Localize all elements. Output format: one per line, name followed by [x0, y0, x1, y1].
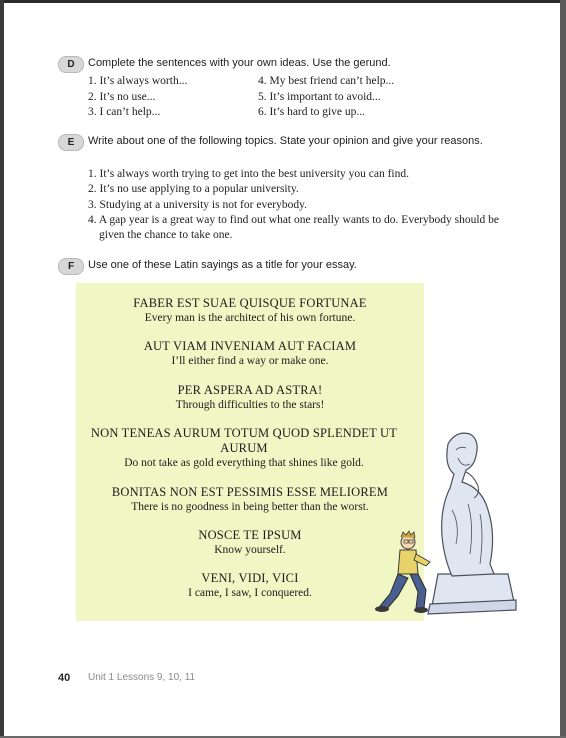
exercise-e-badge: E [58, 134, 84, 151]
saying-3 [76, 383, 424, 413]
saying-latin: VENI, VIDI, VICI [201, 571, 299, 585]
exercise-d-item: 3. I can’t help... [88, 106, 161, 118]
saying-latin: FABER EST SUAE QUISQUE FORTUNAE [133, 296, 367, 310]
exercise-d [58, 56, 508, 120]
saying-4 [84, 426, 404, 471]
exercise-d-item: 2. It’s no use... [88, 91, 156, 103]
footer-unit-lessons: Unit 1 Lessons 9, 10, 11 [88, 672, 196, 683]
exercise-e-item: 3. Studying at a university is not for everybody. [88, 199, 307, 211]
page-frame-right [560, 0, 566, 738]
saying-latin: AUT VIAM INVENIAM AUT FACIAM [143, 339, 357, 353]
page-frame-left [0, 0, 4, 738]
exercise-e [58, 134, 508, 246]
statue-and-student-illustration [370, 424, 520, 620]
exercise-f-badge: F [58, 258, 84, 275]
exercise-e-item: 1. It’s always worth trying to get into the best university you can find. [88, 168, 409, 180]
saying-english: Through difficulties to the stars! [175, 399, 325, 411]
saying-latin: NOSCE TE IPSUM [198, 528, 302, 542]
saying-english: Know yourself. [214, 544, 286, 556]
saying-latin: PER ASPERA AD ASTRA! [177, 383, 323, 397]
exercise-f-instruction: Use one of these Latin sayings as a title for your essay. [88, 259, 357, 271]
exercise-e-item: 4. A gap year is a great way to find out what one really wants to do. Everybody should be given the chance to take one. [88, 214, 500, 241]
saying-latin: NON TENEAS AURUM TOTUM QUOD SPLENDET UT AURUM [90, 426, 398, 455]
saying-english: Every man is the architect of his own fortune. [144, 312, 356, 324]
saying-english: I came, I saw, I conquered. [188, 587, 312, 599]
saying-english: I’ll either find a way or make one. [171, 355, 329, 367]
exercise-d-badge: D [58, 56, 84, 73]
page-frame-top [0, 0, 566, 3]
exercise-d-item: 4. My best friend can’t help... [258, 75, 395, 87]
exercise-f [58, 258, 508, 276]
saying-latin: BONITAS NON EST PESSIMIS ESSE MELIOREM [111, 485, 389, 499]
page-number: 40 [58, 672, 71, 684]
exercise-d-item: 6. It’s hard to give up... [258, 106, 365, 118]
saying-english: There is no goodness in being better than the worst. [131, 501, 369, 513]
saying-1 [76, 296, 424, 326]
exercise-e-item: 2. It’s no use applying to a popular university. [88, 183, 299, 195]
exercise-d-instruction: Complete the sentences with your own ideas. Use the gerund. [88, 57, 391, 69]
saying-english: Do not take as gold everything that shines like gold. [124, 457, 364, 469]
saying-2 [76, 339, 424, 369]
exercise-e-instruction: Write about one of the following topics. State your opinion and give your reasons. [88, 135, 483, 147]
exercise-d-item: 5. It’s important to avoid... [258, 91, 381, 103]
exercise-d-item: 1. It’s always worth... [88, 75, 188, 87]
